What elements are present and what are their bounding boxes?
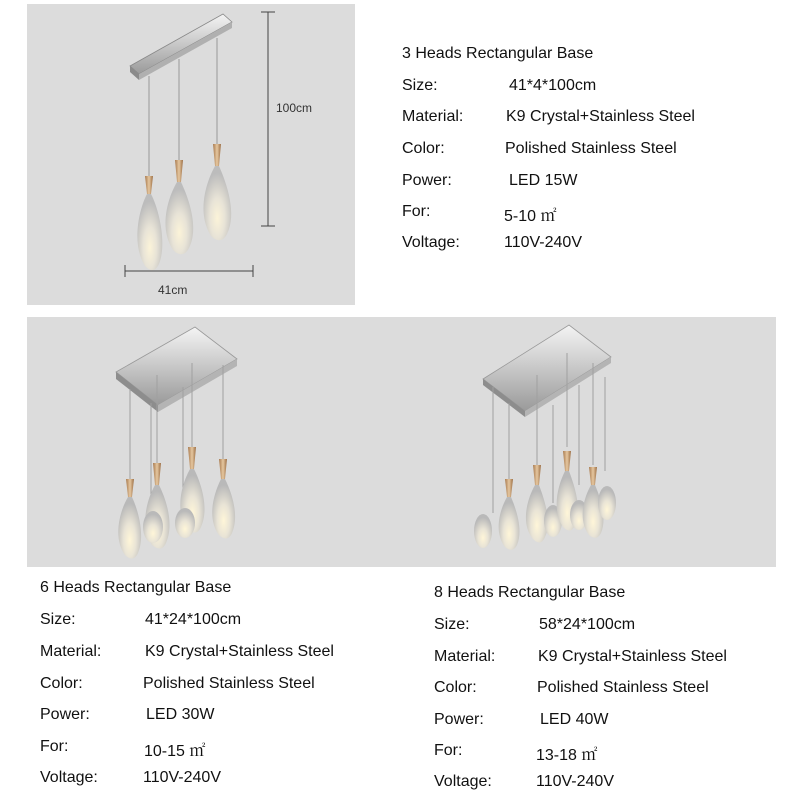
spec-six-heads	[40, 579, 400, 794]
voltage-value: 110V-240V	[504, 234, 582, 251]
power-label: Power:	[434, 711, 484, 728]
size-label: Size:	[434, 616, 470, 633]
size-value: 41*24*100cm	[145, 611, 242, 628]
voltage-label: Voltage:	[402, 234, 460, 251]
material-label: Material:	[402, 108, 464, 125]
for-label: For:	[40, 738, 69, 755]
voltage-value: 110V-240V	[143, 769, 221, 786]
spec-three-heads	[402, 45, 782, 265]
for-value: 5-10 ㎡	[504, 208, 557, 225]
color-value: Polished Stainless Steel	[143, 675, 315, 692]
three-heads-photo	[27, 4, 355, 305]
spec-title: 3 Heads Rectangular Base	[402, 45, 594, 62]
height-dimension-label: 100cm	[276, 101, 313, 115]
voltage-label: Voltage:	[434, 773, 492, 790]
spec-title: 6 Heads Rectangular Base	[40, 579, 232, 596]
color-label: Color:	[402, 140, 445, 157]
six-heads-pendants	[118, 447, 235, 559]
power-label: Power:	[40, 706, 90, 723]
color-label: Color:	[434, 679, 477, 696]
six-eight-heads-photo	[27, 317, 776, 567]
pendant-head	[165, 160, 193, 254]
size-label: Size:	[40, 611, 76, 628]
pendant-head	[137, 176, 162, 270]
eight-heads-pendants	[474, 451, 616, 550]
six-heads-canopy	[116, 327, 237, 412]
height-dimension	[261, 12, 275, 226]
for-label: For:	[434, 742, 463, 759]
for-value: 10-15 ㎡	[144, 743, 206, 760]
size-label: Size:	[402, 77, 438, 94]
power-label: Power:	[402, 172, 452, 189]
voltage-label: Voltage:	[40, 769, 98, 786]
material-label: Material:	[434, 648, 496, 665]
color-value: Polished Stainless Steel	[505, 140, 677, 157]
material-value: K9 Crystal+Stainless Steel	[538, 648, 727, 665]
color-value: Polished Stainless Steel	[537, 679, 709, 696]
width-dimension-label: 41cm	[158, 283, 188, 297]
pendant-head	[203, 144, 231, 240]
voltage-value: 110V-240V	[536, 773, 614, 790]
material-value: K9 Crystal+Stainless Steel	[145, 643, 334, 660]
size-value: 41*4*100cm	[509, 77, 597, 94]
width-dimension	[125, 265, 253, 277]
power-value: LED 30W	[146, 706, 215, 723]
power-value: LED 40W	[540, 711, 609, 728]
for-value: 13-18 ㎡	[536, 747, 598, 764]
material-value: K9 Crystal+Stainless Steel	[506, 108, 695, 125]
spec-eight-heads	[434, 584, 789, 798]
color-label: Color:	[40, 675, 83, 692]
size-value: 58*24*100cm	[539, 616, 636, 633]
eight-heads-canopy	[483, 325, 611, 417]
spec-title: 8 Heads Rectangular Base	[434, 584, 626, 601]
material-label: Material:	[40, 643, 102, 660]
power-value: LED 15W	[509, 172, 578, 189]
for-label: For:	[402, 203, 431, 220]
